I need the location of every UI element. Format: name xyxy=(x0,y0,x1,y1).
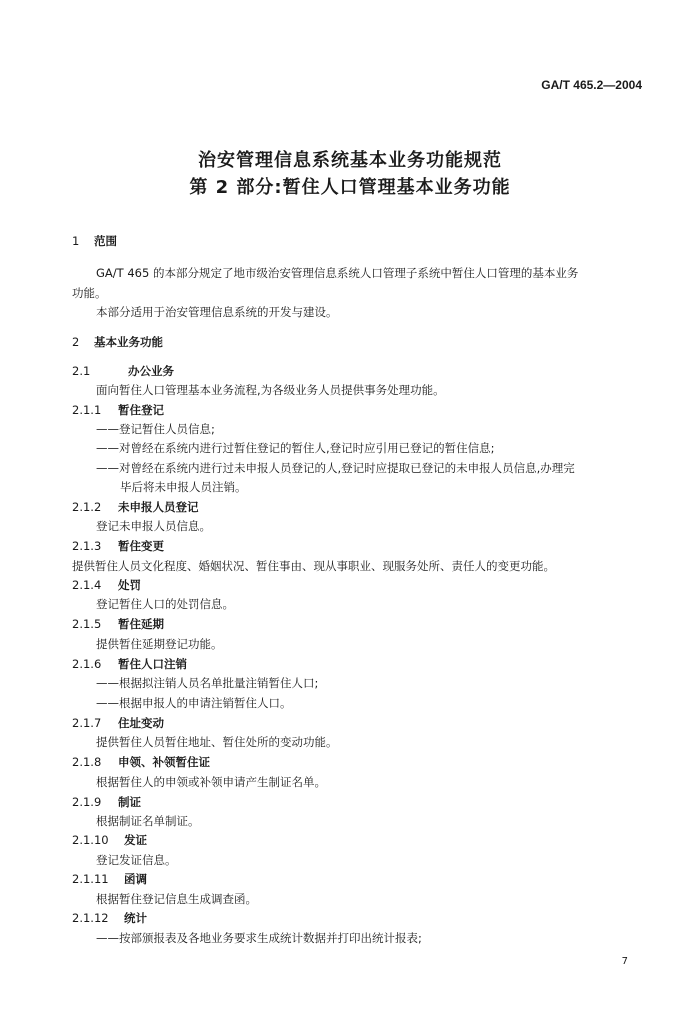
paragraph-line: 根据暂住登记信息生成调查函。 xyxy=(96,892,257,906)
section-heading xyxy=(72,499,199,515)
paragraph-line: 登记暂住人口的处罚信息。 xyxy=(96,597,234,611)
list-item: ——根据申报人的申请注销暂住人口。 xyxy=(96,696,292,710)
section-heading xyxy=(72,334,163,350)
section-heading xyxy=(72,363,174,379)
page-number: 7 xyxy=(621,956,628,967)
list-item: ——登记暂住人员信息; xyxy=(96,422,215,436)
document-subtitle: 第 2 部分:暂住人口管理基本业务功能 xyxy=(189,177,511,198)
section-heading xyxy=(72,616,164,632)
section-number: 2.1.6 xyxy=(72,657,102,671)
section-number: 2.1.4 xyxy=(72,578,102,592)
section-title: 处罚 xyxy=(118,578,141,592)
section-number: 2.1.10 xyxy=(72,833,109,847)
section-title: 范围 xyxy=(94,234,117,248)
section-number: 2.1 xyxy=(72,364,91,378)
section-heading xyxy=(72,656,187,672)
standard-code: GA/T 465.2—2004 xyxy=(541,78,642,92)
section-number: 2.1.2 xyxy=(72,500,102,514)
paragraph-line: 根据制证名单制证。 xyxy=(96,814,200,828)
section-title: 基本业务功能 xyxy=(94,335,163,349)
list-item-continuation: 毕后将未申报人员注销。 xyxy=(120,480,247,494)
paragraph-line: 登记发证信息。 xyxy=(96,853,177,867)
section-number: 2.1.3 xyxy=(72,539,102,553)
section-number: 2.1.1 xyxy=(72,403,102,417)
paragraph-line: 提供暂住延期登记功能。 xyxy=(96,637,223,651)
list-item: ——对曾经在系统内进行过暂住登记的暂住人,登记时应引用已登记的暂住信息; xyxy=(96,441,495,455)
section-title: 函调 xyxy=(124,872,147,886)
section-heading xyxy=(72,715,164,731)
section-heading xyxy=(72,233,117,249)
section-title: 办公业务 xyxy=(128,364,174,378)
section-number: 2.1.9 xyxy=(72,795,102,809)
section-number: 2.1.5 xyxy=(72,617,102,631)
paragraph-line: GA/T 465 的本部分规定了地市级治安管理信息系统人口管理子系统中暂住人口管理的基本业务 xyxy=(96,266,579,280)
paragraph-line: 提供暂住人员文化程度、婚姻状况、暂住事由、现从事职业、现服务处所、责任人的变更功能。 xyxy=(72,559,555,573)
section-title: 未申报人员登记 xyxy=(118,500,199,514)
section-title: 暂住变更 xyxy=(118,539,164,553)
section-heading xyxy=(72,754,210,770)
section-number: 2 xyxy=(72,335,80,349)
list-item: ——根据拟注销人员名单批量注销暂住人口; xyxy=(96,676,319,690)
section-heading xyxy=(72,832,147,848)
section-number: 1 xyxy=(72,234,80,248)
section-heading xyxy=(72,402,164,418)
paragraph-line: 提供暂住人员暂住地址、暂住处所的变动功能。 xyxy=(96,735,338,749)
section-number: 2.1.12 xyxy=(72,911,109,925)
paragraph-line: 功能。 xyxy=(72,286,107,300)
paragraph-line: 登记未申报人员信息。 xyxy=(96,519,211,533)
section-title: 申领、补领暂住证 xyxy=(118,755,210,769)
section-title: 暂住延期 xyxy=(118,617,164,631)
section-number: 2.1.8 xyxy=(72,755,102,769)
document-title: 治安管理信息系统基本业务功能规范 xyxy=(198,150,502,171)
paragraph-line: 根据暂住人的申领或补领申请产生制证名单。 xyxy=(96,775,326,789)
section-title: 暂住人口注销 xyxy=(118,657,187,671)
list-item: ——按部颁报表及各地业务要求生成统计数据并打印出统计报表; xyxy=(96,931,422,945)
section-title: 暂住登记 xyxy=(118,403,164,417)
section-title: 住址变动 xyxy=(118,716,164,730)
section-title: 统计 xyxy=(124,911,147,925)
section-title: 发证 xyxy=(124,833,147,847)
paragraph-line: 本部分适用于治安管理信息系统的开发与建设。 xyxy=(96,305,338,319)
section-heading xyxy=(72,871,147,887)
paragraph-line: 面向暂住人口管理基本业务流程,为各级业务人员提供事务处理功能。 xyxy=(96,383,445,397)
section-heading xyxy=(72,910,147,926)
section-heading xyxy=(72,538,164,554)
list-item: ——对曾经在系统内进行过未申报人员登记的人,登记时应提取已登记的未申报人员信息,办理完 xyxy=(96,461,575,475)
section-heading xyxy=(72,577,141,593)
section-title: 制证 xyxy=(118,795,141,809)
section-number: 2.1.7 xyxy=(72,716,102,730)
section-heading xyxy=(72,794,141,810)
section-number: 2.1.11 xyxy=(72,872,109,886)
